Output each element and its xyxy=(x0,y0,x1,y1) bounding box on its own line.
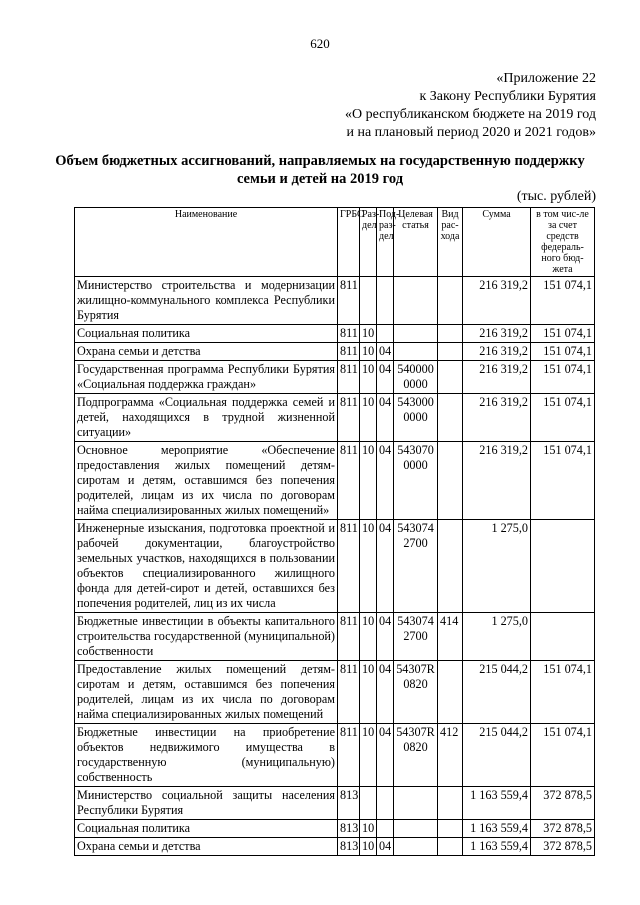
row-target: 5430742700 xyxy=(394,613,438,661)
budget-table xyxy=(74,207,595,856)
row-vid xyxy=(438,343,463,361)
row-razdel: 10 xyxy=(360,361,377,394)
appendix-line: «О республиканском бюджете на 2019 год xyxy=(345,107,596,122)
row-razdel xyxy=(360,787,377,820)
row-name: Министерство социальной защиты населения Республики Бурятия xyxy=(75,787,338,820)
row-sum: 216 319,2 xyxy=(463,343,531,361)
row-name: Охрана семьи и детства xyxy=(75,343,338,361)
row-vid xyxy=(438,787,463,820)
row-target: 5400000000 xyxy=(394,361,438,394)
row-podrazdel: 04 xyxy=(377,838,394,856)
row-vid xyxy=(438,277,463,325)
row-sum: 1 163 559,4 xyxy=(463,787,531,820)
row-podrazdel: 04 xyxy=(377,442,394,520)
row-federal: 151 074,1 xyxy=(531,343,595,361)
row-podrazdel: 04 xyxy=(377,613,394,661)
row-federal: 151 074,1 xyxy=(531,325,595,343)
header-grbs: ГРБС xyxy=(338,208,360,277)
row-federal: 151 074,1 xyxy=(531,361,595,394)
row-sum: 216 319,2 xyxy=(463,394,531,442)
row-razdel xyxy=(360,277,377,325)
row-federal: 372 878,5 xyxy=(531,820,595,838)
row-sum: 215 044,2 xyxy=(463,724,531,787)
row-grbs: 811 xyxy=(338,325,360,343)
row-vid xyxy=(438,394,463,442)
row-podrazdel: 04 xyxy=(377,394,394,442)
table-row xyxy=(75,787,595,820)
appendix-line: к Закону Республики Бурятия xyxy=(419,89,596,104)
document-title: Объем бюджетных ассигнований, направляемых на государственную поддержку семьи и детей на 2019 год xyxy=(55,153,585,187)
row-grbs: 811 xyxy=(338,394,360,442)
row-razdel: 10 xyxy=(360,343,377,361)
row-target xyxy=(394,820,438,838)
row-grbs: 813 xyxy=(338,787,360,820)
table-row xyxy=(75,361,595,394)
row-federal: 151 074,1 xyxy=(531,277,595,325)
row-target: 5430742700 xyxy=(394,520,438,613)
row-grbs: 811 xyxy=(338,442,360,520)
row-name: Социальная политика xyxy=(75,325,338,343)
row-sum: 1 163 559,4 xyxy=(463,820,531,838)
table-row xyxy=(75,277,595,325)
units-label: (тыс. рублей) xyxy=(516,189,596,204)
row-grbs: 811 xyxy=(338,277,360,325)
row-razdel: 10 xyxy=(360,325,377,343)
row-grbs: 811 xyxy=(338,724,360,787)
row-federal: 372 878,5 xyxy=(531,787,595,820)
row-vid: 412 xyxy=(438,724,463,787)
row-target: 54307R0820 xyxy=(394,661,438,724)
row-target: 54307R0820 xyxy=(394,724,438,787)
table-row xyxy=(75,661,595,724)
row-sum: 216 319,2 xyxy=(463,442,531,520)
row-target: 5430700000 xyxy=(394,442,438,520)
row-name: Государственная программа Республики Бурятия «Социальная поддержка граждан» xyxy=(75,361,338,394)
row-grbs: 811 xyxy=(338,343,360,361)
header-sum: Сумма xyxy=(463,208,531,277)
row-federal: 151 074,1 xyxy=(531,442,595,520)
row-razdel: 10 xyxy=(360,442,377,520)
row-federal xyxy=(531,613,595,661)
table-header-row xyxy=(75,208,595,277)
row-sum: 1 163 559,4 xyxy=(463,838,531,856)
row-vid: 414 xyxy=(438,613,463,661)
row-federal: 372 878,5 xyxy=(531,838,595,856)
row-vid xyxy=(438,325,463,343)
row-vid xyxy=(438,820,463,838)
row-podrazdel xyxy=(377,820,394,838)
row-sum: 1 275,0 xyxy=(463,613,531,661)
row-name: Подпрограмма «Социальная поддержка семей и детей, находящихся в трудной жизненной ситуации» xyxy=(75,394,338,442)
row-grbs: 811 xyxy=(338,520,360,613)
row-vid xyxy=(438,442,463,520)
row-name: Социальная политика xyxy=(75,820,338,838)
table-row xyxy=(75,343,595,361)
row-name: Бюджетные инвестиции в объекты капитального строительства государственной (муниципальной) собственности xyxy=(75,613,338,661)
row-podrazdel: 04 xyxy=(377,343,394,361)
row-razdel: 10 xyxy=(360,394,377,442)
row-grbs: 813 xyxy=(338,820,360,838)
row-podrazdel: 04 xyxy=(377,520,394,613)
table-row xyxy=(75,520,595,613)
row-sum: 215 044,2 xyxy=(463,661,531,724)
row-podrazdel xyxy=(377,787,394,820)
row-name: Министерство строительства и модернизации жилищно-коммунального комплекса Республики Бурятия xyxy=(75,277,338,325)
row-grbs: 811 xyxy=(338,613,360,661)
row-vid xyxy=(438,361,463,394)
row-sum: 216 319,2 xyxy=(463,361,531,394)
row-vid xyxy=(438,661,463,724)
row-razdel: 10 xyxy=(360,661,377,724)
row-razdel: 10 xyxy=(360,820,377,838)
row-sum: 1 275,0 xyxy=(463,520,531,613)
row-razdel: 10 xyxy=(360,724,377,787)
row-target: 5430000000 xyxy=(394,394,438,442)
row-name: Инженерные изыскания, подготовка проектной и рабочей документации, благоустройство земельных участков, находящихся в пользовании объектов специализированного жилищного фонда для детей-сирот и детей, оставшихся без попечения родителей, лиц из их числа xyxy=(75,520,338,613)
row-target xyxy=(394,838,438,856)
table-row xyxy=(75,838,595,856)
appendix-reference xyxy=(345,70,596,142)
header-vid: Вид рас-хода xyxy=(438,208,463,277)
row-razdel: 10 xyxy=(360,613,377,661)
row-name: Охрана семьи и детства xyxy=(75,838,338,856)
table-row xyxy=(75,442,595,520)
row-podrazdel xyxy=(377,277,394,325)
header-name: Наименование xyxy=(75,208,338,277)
row-federal: 151 074,1 xyxy=(531,724,595,787)
header-federal: в том чис-ле за счет средств федераль-ного бюд-жета xyxy=(531,208,595,277)
table-row xyxy=(75,724,595,787)
row-podrazdel: 04 xyxy=(377,661,394,724)
row-podrazdel: 04 xyxy=(377,724,394,787)
table-row xyxy=(75,394,595,442)
appendix-line: и на плановый период 2020 и 2021 годов» xyxy=(346,125,596,140)
row-name: Бюджетные инвестиции на приобретение объектов недвижимого имущества в государственную (муниципальную) собственность xyxy=(75,724,338,787)
row-target xyxy=(394,325,438,343)
page-number: 620 xyxy=(310,36,330,51)
row-grbs: 811 xyxy=(338,661,360,724)
appendix-line: «Приложение 22 xyxy=(496,71,596,86)
table-row xyxy=(75,325,595,343)
table-row xyxy=(75,613,595,661)
row-vid xyxy=(438,520,463,613)
header-razdel: Раз-дел xyxy=(360,208,377,277)
row-podrazdel xyxy=(377,325,394,343)
row-grbs: 811 xyxy=(338,361,360,394)
row-vid xyxy=(438,838,463,856)
row-federal: 151 074,1 xyxy=(531,394,595,442)
header-podrazdel: Под-раз-дел xyxy=(377,208,394,277)
header-target: Целевая статья xyxy=(394,208,438,277)
row-razdel: 10 xyxy=(360,838,377,856)
row-sum: 216 319,2 xyxy=(463,277,531,325)
row-podrazdel: 04 xyxy=(377,361,394,394)
row-sum: 216 319,2 xyxy=(463,325,531,343)
row-target xyxy=(394,277,438,325)
row-grbs: 813 xyxy=(338,838,360,856)
row-target xyxy=(394,343,438,361)
table-row xyxy=(75,820,595,838)
row-razdel: 10 xyxy=(360,520,377,613)
row-target xyxy=(394,787,438,820)
row-federal: 151 074,1 xyxy=(531,661,595,724)
row-name: Основное мероприятие «Обеспечение предоставления жилых помещений детям-сиротам и детям, оставшимся без попечения родителей, лицам из их числа по договорам найма специализированных жилых помещений» xyxy=(75,442,338,520)
row-name: Предоставление жилых помещений детям-сиротам и детям, оставшимся без попечения родителей, лицам из их числа по договорам найма специализированных жилых помещений xyxy=(75,661,338,724)
row-federal xyxy=(531,520,595,613)
